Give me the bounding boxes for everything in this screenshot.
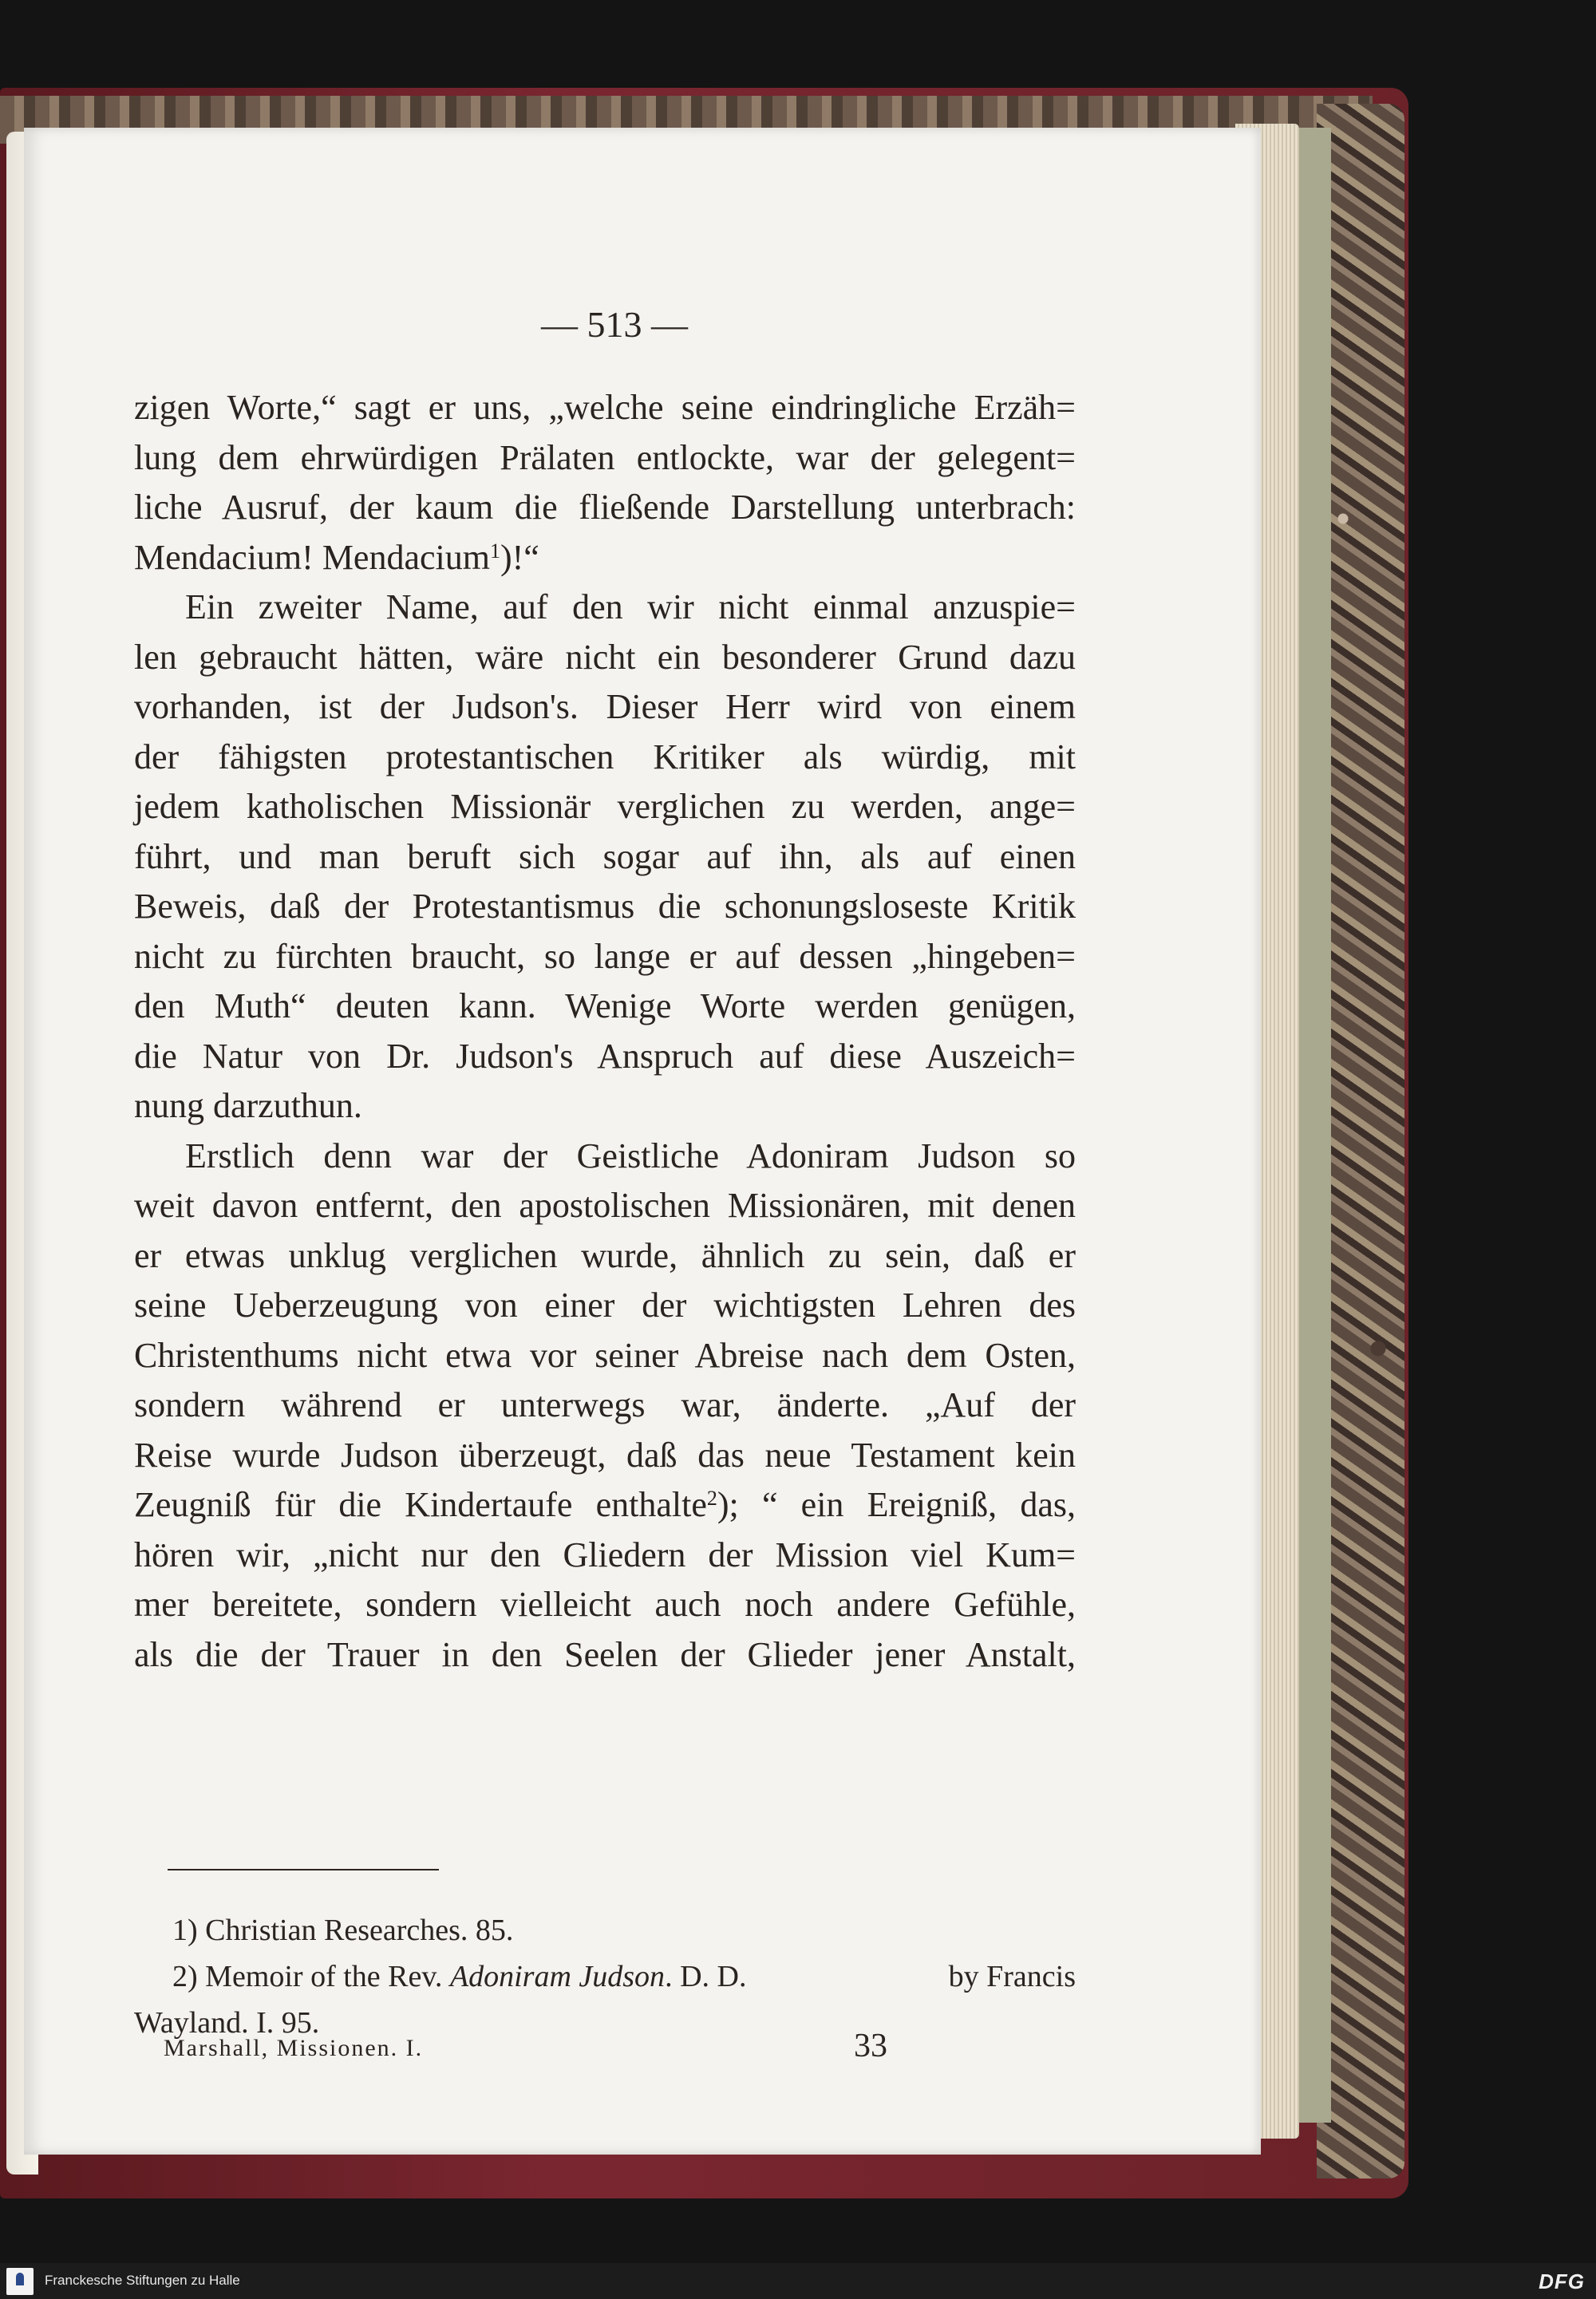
- text-line: weit davon entfernt, den apostolischen Missionären, mit denen: [134, 1186, 1076, 1225]
- footnote-2: 2) Memoir of the Rev. Adoniram Judson. D. D. by Francis: [172, 1960, 1076, 1993]
- sheet-signature: Marshall, Missionen. I.: [164, 2035, 424, 2061]
- text-line: nicht zu fürchten braucht, so lange er auf dessen „hingeben=: [134, 936, 1076, 976]
- text-line: er etwas unklug verglichen wurde, ähnlich zu sein, daß er: [134, 1235, 1076, 1275]
- text-line: liche Ausruf, der kaum die fließende Darstellung unterbrach:: [134, 488, 1076, 527]
- text-line: Reise wurde Judson überzeugt, daß das neue Testament kein: [134, 1435, 1076, 1475]
- institution-name: Franckesche Stiftungen zu Halle: [45, 2273, 240, 2288]
- text-line: hören wir, „nicht nur den Gliedern der Mission viel Kum=: [134, 1535, 1076, 1574]
- text-line: lung dem ehrwürdigen Prälaten entlockte, war der gelegent=: [134, 437, 1076, 477]
- text-line: zigen Worte,“ sagt er uns, „welche seine eindringliche Erzäh=: [134, 388, 1076, 427]
- footnote-2-title: Adoniram Judson: [449, 1960, 666, 1993]
- text-line: den Muth“ deuten kann. Wenige Worte werden genügen,: [134, 986, 1076, 1025]
- sheet-number: 33: [854, 2028, 887, 2064]
- text-line: nung darzuthun.: [134, 1086, 362, 1125]
- text-line: als die der Trauer in den Seelen der Glieder jener Anstalt,: [134, 1634, 1076, 1674]
- text-line: sondern während er unterwegs war, änderte. „Auf der: [134, 1385, 1076, 1424]
- text-line: len gebraucht hätten, wäre nicht ein besonderer Grund dazu: [134, 637, 1076, 677]
- text-line: vorhanden, ist der Judson's. Dieser Herr wird von einem: [134, 687, 1076, 726]
- text-line: jedem katholischen Missionär verglichen zu werden, ange=: [134, 787, 1076, 826]
- text-line: führt, und man beruft sich sogar auf ihn, als auf einen: [134, 836, 1076, 876]
- page-number: — 513 —: [541, 304, 688, 345]
- institution-logo-icon: [6, 2268, 34, 2295]
- footnote-1: 1) Christian Researches. 85.: [172, 1914, 514, 1947]
- book-page: [24, 128, 1261, 2155]
- text-line: Erstlich denn war der Geistliche Adoniram Judson so: [185, 1136, 1076, 1175]
- text-line: Beweis, daß der Protestantismus die schonungsloseste Kritik: [134, 887, 1076, 926]
- text-line: der fähigsten protestantischen Kritiker als würdig, mit: [134, 737, 1076, 776]
- text-line: Ein zweiter Name, auf den wir nicht einmal anzuspie=: [185, 587, 1076, 626]
- dfg-logo: DFG: [1539, 2269, 1585, 2293]
- footnote-marker: 1: [489, 539, 500, 563]
- text-line: Zeugniß für die Kindertaufe enthalte$^2$); “ ein Ereigniß, das,: [134, 1485, 1076, 1524]
- text-line: seine Ueberzeugung von einer der wichtigsten Lehren des: [134, 1286, 1076, 1325]
- text-line: mer bereitete, sondern vielleicht auch noch andere Gefühle,: [134, 1585, 1076, 1624]
- footnote-marker: 2: [706, 1487, 717, 1510]
- text-line: Mendacium! Mendacium$^1$)!“: [134, 537, 539, 577]
- footnote-rule: [168, 1869, 439, 1870]
- body-text: [134, 383, 1076, 1680]
- viewer-footer: [0, 2263, 1596, 2299]
- footnote-2-continuation: Wayland. I. 95.: [134, 2006, 320, 2040]
- footnotes: [134, 1907, 1076, 2046]
- text-line: Christenthums nicht etwa vor seiner Abreise nach dem Osten,: [134, 1335, 1076, 1375]
- text-line: die Natur von Dr. Judson's Anspruch auf diese Auszeich=: [134, 1036, 1076, 1076]
